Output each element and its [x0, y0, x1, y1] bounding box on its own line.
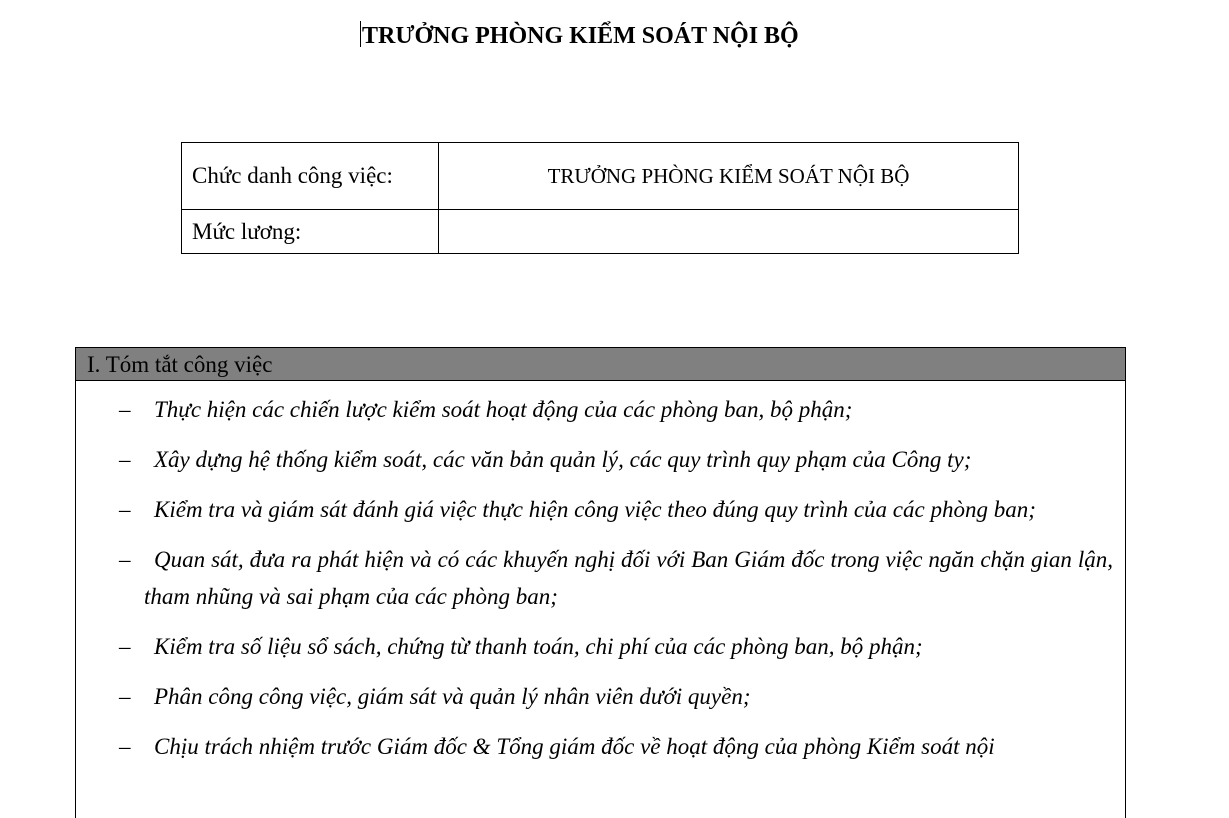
- list-item-text: Kiểm tra số liệu sổ sách, chứng từ thanh toán, chi phí của các phòng ban, bộ phận;: [154, 634, 923, 659]
- bullet-dash: –: [119, 497, 131, 522]
- section-heading: I. Tóm tắt công việc: [76, 348, 1125, 381]
- list-item: [119, 628, 1113, 665]
- list-item: [119, 441, 1113, 478]
- task-list: [76, 381, 1125, 765]
- list-item-text: Phân công công việc, giám sát và quản lý nhân viên dưới quyền;: [154, 684, 751, 709]
- document-title-text: TRƯỞNG PHÒNG KIỂM SOÁT NỘI BỘ: [362, 23, 799, 49]
- table-row: [182, 210, 1019, 254]
- list-item: [119, 541, 1113, 615]
- document-title: [360, 20, 860, 52]
- list-item-text: Chịu trách nhiệm trước Giám đốc & Tổng giám đốc về hoạt động của phòng Kiểm soát nội: [154, 734, 995, 759]
- bullet-dash: –: [119, 397, 131, 422]
- list-item-text: Kiểm tra và giám sát đánh giá việc thực hiện công việc theo đúng quy trình của các phòng ban;: [154, 497, 1036, 522]
- bullet-dash: –: [119, 447, 131, 472]
- list-item: [119, 491, 1113, 528]
- list-item: [119, 728, 1113, 765]
- job-title-value: TRƯỞNG PHÒNG KIỂM SOÁT NỘI BỘ: [439, 143, 1019, 210]
- salary-label: Mức lương:: [182, 210, 439, 254]
- list-item: [119, 391, 1113, 428]
- bullet-dash: –: [119, 734, 131, 759]
- bullet-dash: –: [119, 684, 131, 709]
- salary-value: [439, 210, 1019, 254]
- list-item-text: Thực hiện các chiến lược kiểm soát hoạt động của các phòng ban, bộ phận;: [154, 397, 853, 422]
- table-row: [182, 143, 1019, 210]
- list-item-text: Quan sát, đưa ra phát hiện và có các khuyến nghị đối với Ban Giám đốc trong việc ngăn chặn gian lận, tham nhũng và sai phạm của các phòng ban;: [144, 547, 1113, 609]
- job-summary-section: [75, 347, 1126, 818]
- bullet-dash: –: [119, 547, 131, 572]
- list-item-text: Xây dựng hệ thống kiểm soát, các văn bản quản lý, các quy trình quy phạm của Công ty;: [154, 447, 972, 472]
- job-title-label: Chức danh công việc:: [182, 143, 439, 210]
- text-cursor: [360, 21, 361, 47]
- bullet-dash: –: [119, 634, 131, 659]
- list-item: [119, 678, 1113, 715]
- job-info-table: [181, 142, 1019, 254]
